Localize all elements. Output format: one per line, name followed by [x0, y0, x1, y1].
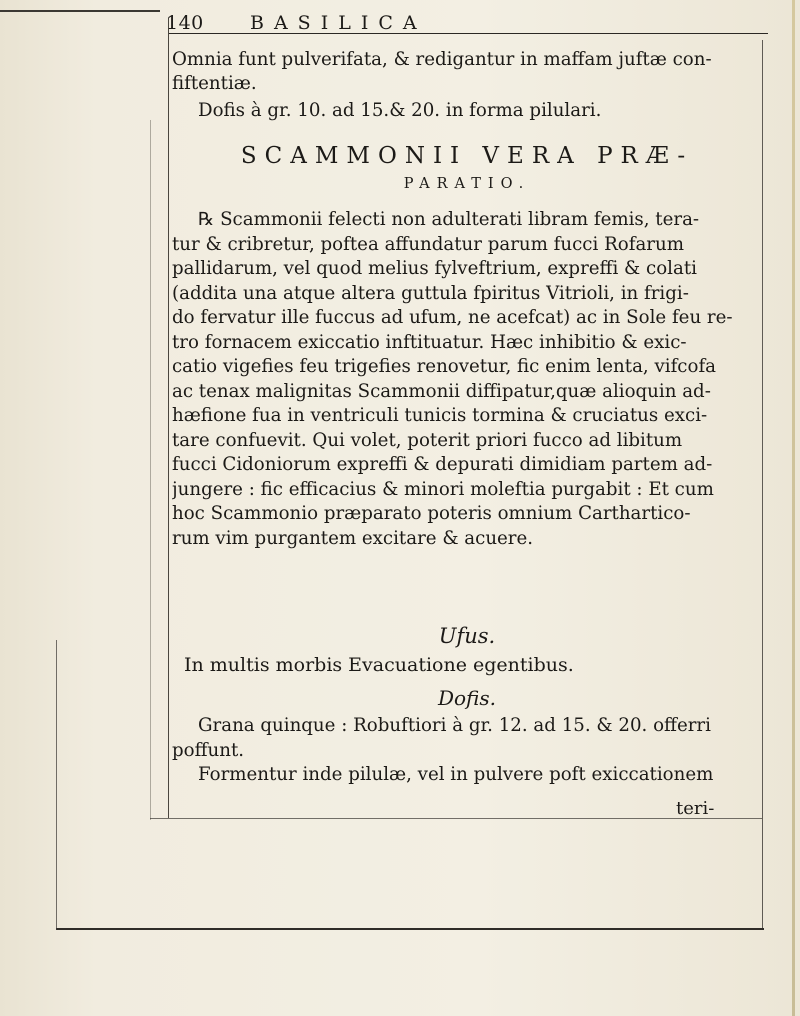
text-line: hoc Scammonio præparato poteris omnium Carthartico-: [172, 503, 691, 524]
text-line: pallidarum, vel quod melius fylveftrium, expreffi & colati: [172, 258, 697, 279]
dosis-heading: Dofis.: [437, 686, 497, 710]
text-line: ac tenax malignitas Scammonii diffipatur,quæ alioquin ad-: [172, 380, 711, 402]
bottom-rule: [56, 928, 764, 930]
text-line: Omnia funt pulverifata, & redigantur in maffam juftæ con-: [172, 49, 712, 70]
text-line: fucci Cidoniorum expreffi & depurati dimidiam partem ad-: [172, 454, 713, 475]
dose-line: Dofis à gr. 10. ad 15.& 20. in forma pilulari.: [198, 100, 602, 121]
text-line: fiftentiæ.: [172, 72, 257, 94]
section-title: SCAMMONII VERA PRÆ-: [240, 143, 694, 169]
far-left-rule: [56, 640, 57, 930]
page-number: 140: [166, 12, 204, 34]
text-line: tur & cribretur, poftea affundatur parum fucci Rofarum: [172, 233, 684, 255]
text-line: jungere : fic efficacius & minori moleftia purgabit : Et cum: [172, 478, 714, 500]
text-line: Grana quinque : Robuftiori à gr. 12. ad 15. & 20. offerri: [198, 715, 711, 736]
top-rule: [0, 10, 160, 12]
text-line: Formentur inde pilulæ, vel in pulvere poft exiccationem: [198, 764, 714, 785]
dosis-paragraph: [172, 714, 762, 788]
right-margin-rule: [762, 40, 763, 930]
recipe-paragraph: [172, 208, 762, 551]
left-shadow-rule: [150, 120, 151, 820]
text-bottom-rule: [150, 818, 762, 819]
text-line: (addita una atque altera guttula fpiritus Vitrioli, in frigi-: [172, 282, 689, 304]
text-line: do fervatur ille fuccus ad ufum, ne acefcat) ac in Sole feu re-: [172, 307, 733, 328]
text-line: tro fornacem exiccatio inftituatur. Hæc inhibitio & exic-: [172, 331, 687, 353]
section-subtitle: PARATIO.: [403, 176, 531, 192]
running-head: BASILICA: [250, 12, 427, 34]
text-line: ℞ Scammonii felecti non adulterati libram femis, tera-: [198, 209, 700, 230]
text-line: catio vigefies feu trigefies renovetur, fic enim lenta, vifcofa: [172, 356, 717, 377]
usus-heading: Ufus.: [438, 624, 496, 648]
text-line: poffunt.: [172, 739, 245, 761]
usus-text: In multis morbis Evacuatione egentibus.: [184, 654, 574, 676]
text-line: hæfione fua in ventriculi tunicis tormina & cruciatus exci-: [172, 405, 708, 426]
page-edge: [792, 0, 795, 1016]
opening-paragraph: [172, 48, 762, 123]
text-line: tare confuevit. Qui volet, poterit priori fucco ad libitum: [172, 429, 683, 451]
text-line: rum vim purgantem excitare & acuere.: [172, 527, 534, 549]
left-margin-rule: [168, 18, 169, 818]
catchword: teri-: [676, 798, 715, 819]
